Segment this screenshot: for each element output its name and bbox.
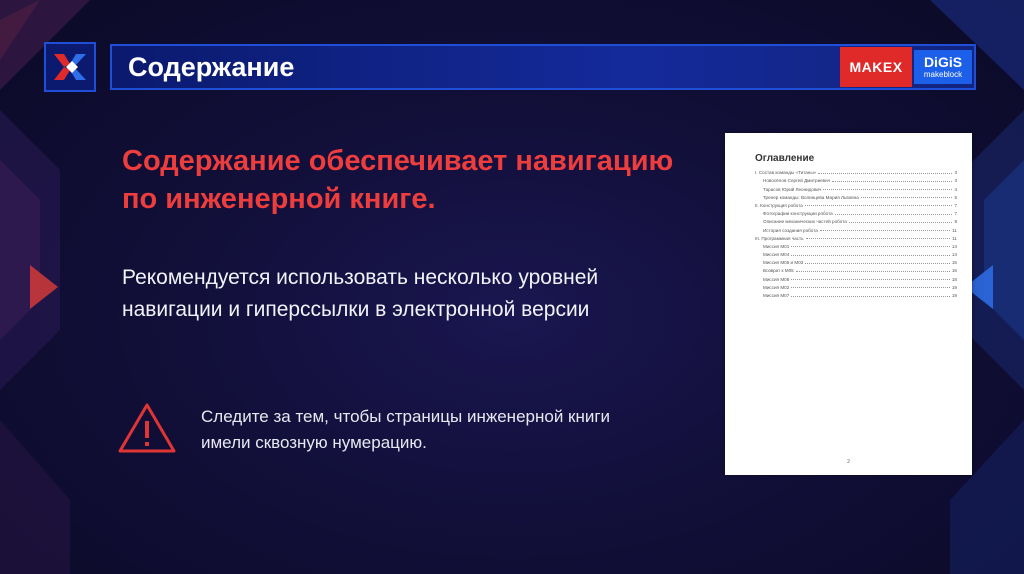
toc-list — [755, 167, 957, 298]
toc-entry-page: 15 — [951, 260, 957, 266]
toc-entry — [755, 265, 957, 273]
toc-leader-dots — [832, 181, 952, 182]
toc-entry — [755, 257, 957, 265]
warning-text: Следите за тем, чтобы страницы инженерной книги имели сквозную нумерацию. — [201, 407, 611, 452]
toc-leader-dots — [861, 197, 953, 198]
x-logo-icon — [52, 52, 88, 82]
toc-leader-dots — [791, 287, 950, 288]
toc-entry — [755, 224, 957, 232]
toc-entry-page: 4 — [954, 186, 957, 192]
toc-entry — [755, 290, 957, 298]
toc-entry — [755, 183, 957, 191]
toc-entry-label: III. Программная часть — [755, 235, 804, 241]
toc-entry-page: 11 — [952, 227, 957, 233]
toc-entry-page: 14 — [951, 252, 957, 258]
warning-icon — [117, 402, 177, 454]
document-page-preview — [725, 133, 972, 475]
toc-leader-dots — [823, 189, 952, 190]
toc-entry-page: 8 — [954, 219, 957, 225]
makex-logo: MAKEX — [840, 47, 912, 87]
toc-entry — [755, 175, 957, 183]
toc-entry — [755, 200, 957, 208]
toc-entry-label: Миссия М07 — [763, 293, 790, 298]
toc-entry-page: 3 — [954, 178, 957, 184]
toc-leader-dots — [835, 214, 953, 215]
toc-entry-label: Новосёлов Сергей Дмитриевич — [763, 178, 831, 184]
toc-entry-label: Тарасов Юрий Леонидович — [763, 186, 822, 192]
toc-entry-page: 19 — [951, 293, 957, 298]
toc-entry-label: Миссия М01 — [763, 243, 790, 249]
toc-entry-label: Фотографии конструкции робота — [763, 211, 833, 217]
toc-leader-dots — [818, 173, 952, 174]
digis-logo-subtext: makeblock — [923, 70, 963, 79]
toc-entry — [755, 208, 957, 216]
toc-entry-label: II. Конструкция робота — [755, 202, 803, 208]
toc-entry-label: Миссия М06 — [763, 276, 790, 282]
toc-entry-label: Тренер команды: Волинцева Мария Львовна — [763, 194, 859, 200]
toc-entry-page: 16 — [951, 268, 957, 274]
slide-heading: Содержание обеспечивает навигацию по инженерной книге. — [122, 145, 674, 215]
toc-entry-page: 11 — [952, 235, 957, 241]
toc-leader-dots — [791, 279, 950, 280]
toc-entry — [755, 249, 957, 257]
toc-entry-page: 19 — [951, 284, 957, 290]
toc-leader-dots — [820, 230, 950, 231]
slide-paragraph: Рекомендуется использовать несколько уровней навигации и гиперссылки в электронной версии — [122, 266, 599, 321]
toc-entry — [755, 192, 957, 200]
slide-title: Содержание — [128, 52, 295, 82]
toc-leader-dots — [849, 222, 953, 223]
toc-entry-label: Возврат к М05 — [763, 268, 794, 274]
toc-entry-label: Миссия М02 — [763, 284, 790, 290]
toc-entry-page: 7 — [954, 211, 957, 217]
toc-entry — [755, 216, 957, 224]
toc-leader-dots — [791, 246, 950, 247]
toc-entry-label: Миссия М05 и М03 — [763, 260, 804, 266]
toc-leader-dots — [805, 205, 953, 206]
toc-entry — [755, 167, 957, 175]
toc-leader-dots — [796, 271, 950, 272]
toc-entry-label: I. Состав команды «Титаны» — [755, 170, 817, 176]
digis-logo — [914, 50, 972, 84]
toc-entry-page: 14 — [951, 243, 957, 249]
toc-entry-label: Описание механических частей робота — [763, 219, 847, 225]
digis-logo-text: DiGiS — [923, 54, 963, 70]
logo-left — [44, 42, 96, 92]
toc-entry — [755, 233, 957, 241]
toc-entry-label: История создания робота — [763, 227, 818, 233]
toc-entry — [755, 282, 957, 290]
toc-entry-page: 7 — [954, 202, 957, 208]
toc-entry-page: 3 — [954, 170, 957, 176]
toc-entry-page: 5 — [954, 194, 957, 200]
toc-leader-dots — [791, 255, 950, 256]
toc-leader-dots — [806, 238, 951, 239]
toc-entry — [755, 273, 957, 281]
toc-leader-dots — [791, 296, 950, 297]
toc-title: Оглавление — [755, 153, 815, 164]
toc-leader-dots — [805, 263, 950, 264]
page-number: 2 — [847, 459, 850, 465]
toc-entry-label: Миссия М04 — [763, 252, 790, 258]
toc-entry — [755, 241, 957, 249]
toc-entry-page: 18 — [951, 276, 957, 282]
